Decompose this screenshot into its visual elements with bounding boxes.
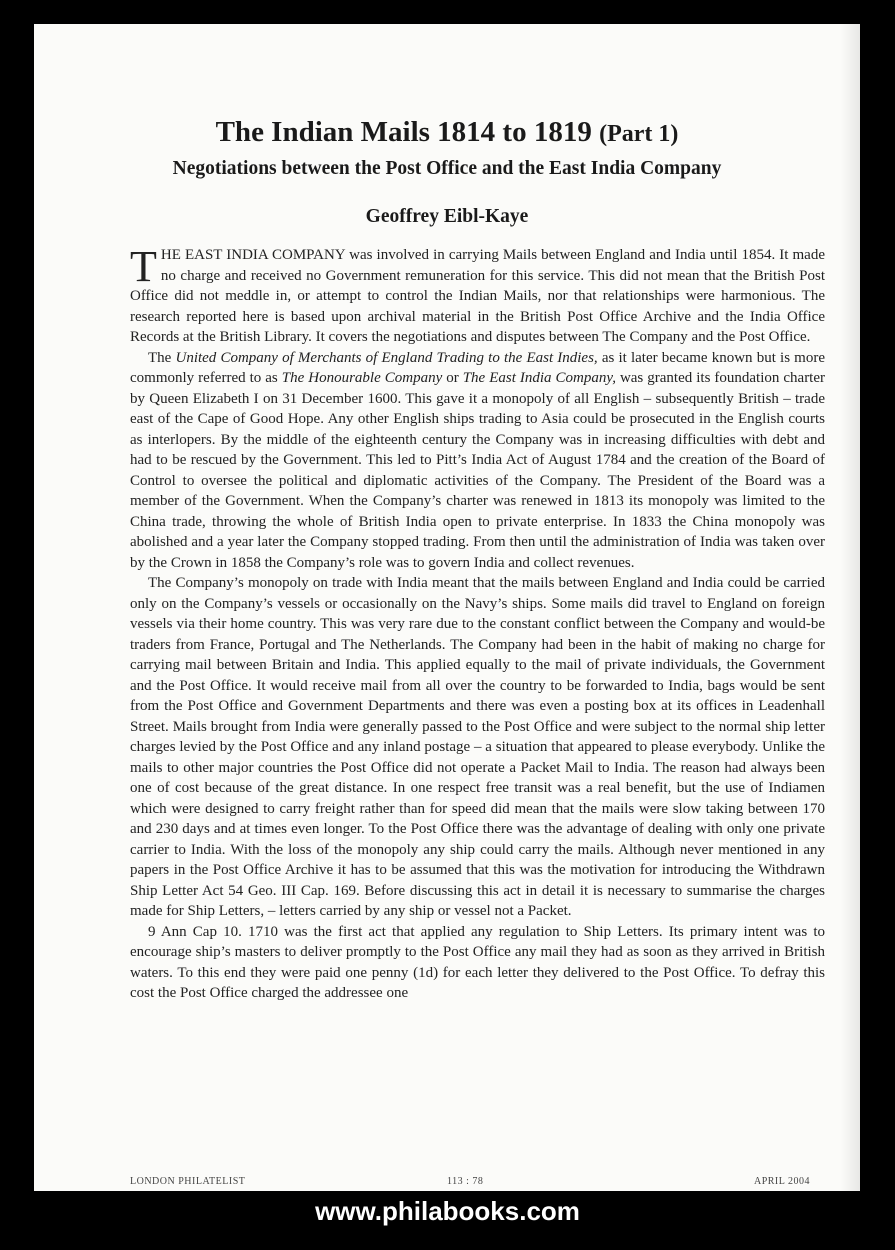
drop-cap: T bbox=[130, 242, 157, 291]
paragraph-1 bbox=[130, 242, 825, 348]
paragraph-1-text: HE EAST INDIA COMPANY was involved in carrying Mails between England and India until 1854. It made no charge and received no Government remuneration for this service. This did not mean that the British Post Office did not meddle in, or attempt to control the Indian Mails, nor that relationships were harmonious. The research reported here is based upon archival material in the British Post Office Archive and the India Office Records at the British Library. It covers the negotiations and disputes between The Company and the Post Office. bbox=[130, 247, 825, 345]
title-part: (Part 1) bbox=[599, 121, 679, 147]
article-author: Geoffrey Eibl-Kaye bbox=[365, 206, 529, 227]
footer-page-number: 113 : 78 bbox=[447, 1176, 484, 1187]
title-main: The Indian Mails 1814 to 1819 bbox=[215, 116, 592, 148]
article-title bbox=[34, 116, 860, 149]
p2-italic-eic: The East India Company, bbox=[462, 370, 616, 386]
watermark-url: www.philabooks.com bbox=[315, 1196, 580, 1226]
footer-journal: LONDON PHILATELIST bbox=[130, 1176, 246, 1187]
paragraph-2 bbox=[130, 348, 825, 574]
paragraph-4: 9 Ann Cap 10. 1710 was the first act that applied any regulation to Ship Letters. Its primary intent was to encourage ship’s masters to deliver promptly to the Post Office any mail they had as soon as they arrived in British waters. To this end they were paid one penny (1d) for each letter they delivered to the Post Office. To defray this cost the Post Office charged the addressee one bbox=[130, 923, 825, 1001]
p2-text-b: as it later became known but is more commonly referred to as bbox=[130, 349, 826, 386]
p2-text-d: was granted its foundation charter by Queen Elizabeth I on 31 December 1600. This gave it a monopoly of all English – subsequently British – trade east of the Cape of Good Hope. Any other English ships trading to Asia could be prosecuted in the English courts as interlopers. By the middle of the eighteenth century the Company was in increasing difficulties with debt and had to be rescued by the Government. This led to Pitt’s India Act of August 1784 and the creation of the Board of Control to oversee the political and diplomatic activities of the Company. The President of the Board was a member of the Government. When the Company’s charter was renewed in 1813 its monopoly was limited to the China trade, throwing the whole of British India open to private enterprise. In 1833 the China monopoly was abolished and a year later the Company stopped trading. From then until the administration of India was taken over by the Crown in 1858 the Company’s role was to govern India and collect revenues. bbox=[130, 370, 826, 571]
p2-italic-honourable: The Honourable Company bbox=[281, 370, 443, 386]
footer-date: APRIL 2004 bbox=[753, 1176, 810, 1187]
page-edge-shadow bbox=[840, 24, 860, 1191]
paragraph-3: The Company’s monopoly on trade with India meant that the mails between England and India could be carried only on the Company’s vessels or occasionally on the Navy’s ships. Some mails did travel to England on foreign vessels via their home country. This was very rare due to the constant conflict between the Company and would-be traders from France, Portugal and The Netherlands. The Company had been in the habit of making no charge for carrying mail between Britain and India. This applied equally to the mail of private individuals, the Government and the Post Office. It would receive mail from all over the country to be forwarded to India, bags would be sent from the Post Office and Government Departments and there was even a posting box at its offices in Leadenhall Street. Mails brought from India were generally passed to the Post Office and were subject to the normal ship letter charges levied by the Post Office and any inland postage – a situation that appeared to please everybody. Unlike the mails to other major countries the Post Office did not operate a Packet Mail to India. The reason had always been one of cost because of the great distance. In one respect free transit was a real benefit, but the use of Indiamen which were designed to carry freight rather than for speed did mean that the mails were slow taking between 170 and 230 days and at times even longer. To the Post Office there was the advantage of dealing with only one private carrier to India. With the loss of the monopoly any ship could carry the mails. Although never mentioned in any papers in the Post Office Archive it has to be assumed that this was the motivation for introducing the Withdrawn Ship Letter Act 54 Geo. III Cap. 169. Before discussing this act in detail it is necessary to summarise the charges made for Ship Letters, – letters carried by any ship or vessel not a Packet. bbox=[130, 575, 825, 919]
p2-text-c: or bbox=[442, 370, 463, 386]
scanned-page bbox=[34, 24, 860, 1191]
p2-italic-company-name: United Company of Merchants of England Trading to the East Indies, bbox=[175, 349, 598, 366]
article-subtitle: Negotiations between the Post Office and the East India Company bbox=[172, 158, 722, 179]
article-body bbox=[130, 242, 826, 1004]
p2-text-a: The bbox=[148, 349, 176, 366]
